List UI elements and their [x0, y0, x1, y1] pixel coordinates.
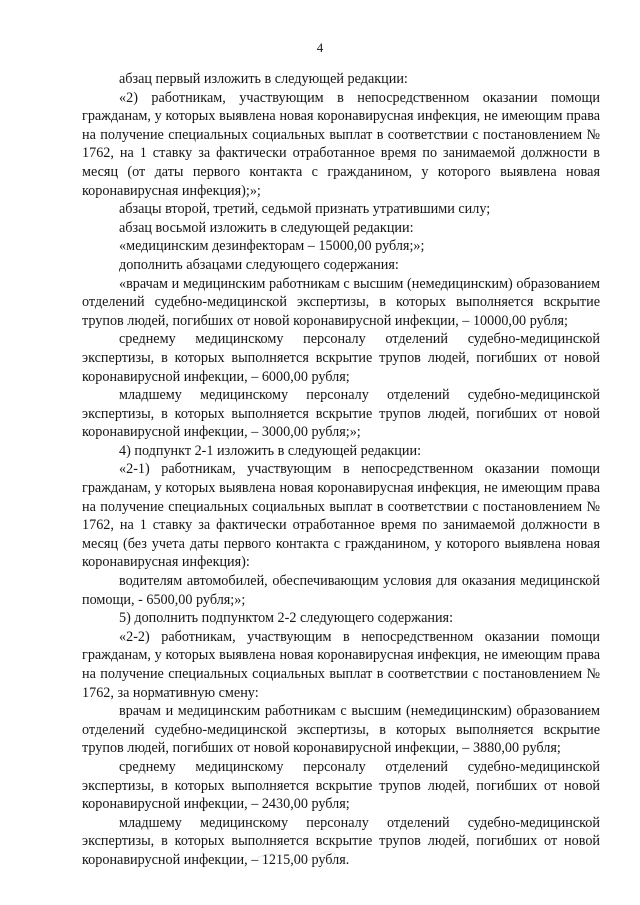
paragraph-12: водителям автомобилей, обеспечивающим условия для оказания медицинской помощи, - 6500,00 рубля;»;	[82, 573, 600, 608]
paragraph-17: младшему медицинскому персоналу отделений судебно-медицинской экспертизы, в которых выполняется вскрытие трупов людей, погибших от новой коронавирусной инфекции, – 1215,00 рубля.	[82, 814, 600, 868]
paragraph-1: абзац первый изложить в следующей редакции:	[119, 71, 408, 87]
paragraph-10: 4) подпункт 2-1 изложить в следующей редакции:	[119, 442, 422, 459]
paragraph-16: среднему медицинскому персоналу отделений судебно-медицинской экспертизы, в которых выполняется вскрытие трупов людей, погибших от новой коронавирусной инфекции, – 2430,00 рубля;	[82, 758, 600, 813]
paragraph-8: среднему медицинскому персоналу отделений судебно-медицинской экспертизы, в которых выполняется вскрытие трупов людей, погибших от новой коронавирусной инфекции, – 6000,00 рубля;	[82, 331, 600, 385]
page-number: 4	[316, 40, 324, 55]
paragraph-7: «врачам и медицинским работникам с высшим (немедицинским) образованием отделений судебно-медицинской экспертизы, в которых выполняется вскрытие трупов людей, погибших от новой коронавирусной инфекции, – 10000,00 рубля;	[82, 275, 600, 329]
paragraph-4: абзац восьмой изложить в следующей редакции:	[119, 219, 414, 236]
paragraph-5: «медицинским дезинфекторам – 15000,00 рубля;»;	[119, 238, 425, 255]
faint-stamp-mark	[252, 846, 342, 866]
paragraph-11: «2-1) работникам, участвующим в непосредственном оказании помощи гражданам, у которых выявлена новая коронавирусная инфекция, не имеющим права на получение специальных социальных выплат в соответствии с постановлением № 1762, на 1 ставку за фактически отработанное время по занимаемой должности в месяц (без учета даты первого контакта с гражданином, у которого выявлена новая коронавирусная инфекция):	[82, 461, 600, 571]
paragraph-2: «2) работникам, участвующим в непосредственном оказании помощи гражданам, у которых выявлена новая коронавирусная инфекция, не имеющим права на получение специальных социальных выплат в соответствии с постановлением № 1762, на 1 ставку за фактически отработанное время по занимаемой должности в месяц (от даты первого контакта с гражданином, у которого выявлена новая коронавирусная инфекция);»;	[82, 89, 600, 199]
paragraph-9: младшему медицинскому персоналу отделений судебно-медицинской экспертизы, в которых выполняется вскрытие трупов людей, погибших от новой коронавирусной инфекции, – 3000,00 рубля;»;	[82, 387, 600, 441]
paragraph-3: абзацы второй, третий, седьмой признать утратившими силу;	[119, 201, 491, 218]
paragraph-15: врачам и медицинским работникам с высшим (немедицинским) образованием отделений судебно-медицинской экспертизы, в которых выполняется вскрытие трупов людей, погибших от новой коронавирусной инфекции, – 3880,00 рубля;	[82, 703, 600, 757]
paragraph-14: «2-2) работникам, участвующим в непосредственном оказании помощи гражданам, у которых выявлена новая коронавирусная инфекция, не имеющим права на получение специальных социальных выплат в соответствии с постановлением № 1762, за нормативную смену:	[82, 628, 600, 701]
paragraph-13: 5) дополнить подпунктом 2-2 следующего содержания:	[119, 610, 454, 627]
document-body	[82, 70, 600, 870]
paragraph-6: дополнить абзацами следующего содержания:	[119, 256, 399, 273]
